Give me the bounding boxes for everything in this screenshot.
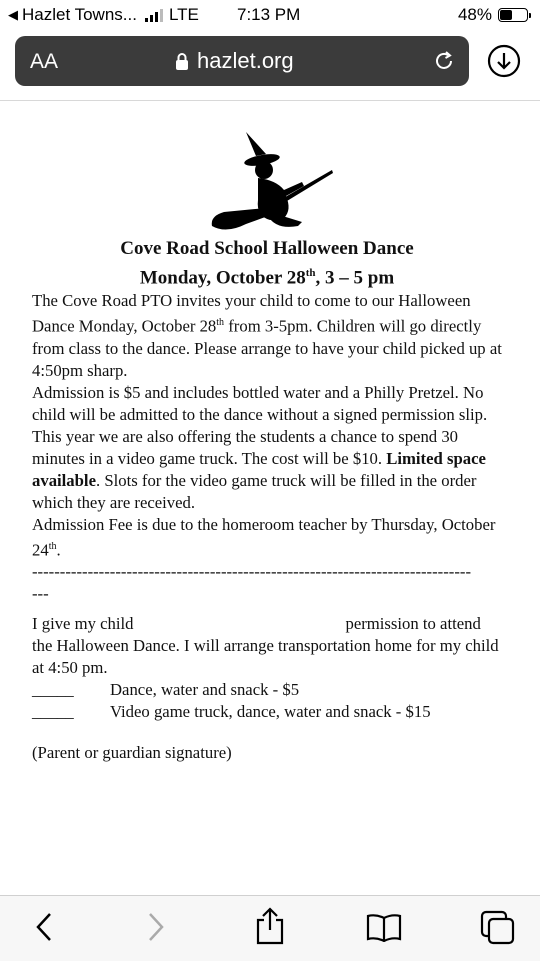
status-left [8, 5, 199, 25]
bookmarks-icon[interactable] [366, 912, 402, 942]
status-time: 7:13 PM [237, 5, 301, 24]
truck-limited-bold: Limited space available [32, 448, 486, 490]
cut-line: ------------------------------------------------------------------------------- [32, 562, 472, 582]
share-icon[interactable] [254, 906, 286, 946]
carrier-label: Hazlet Towns... [22, 5, 137, 24]
fee-text-a: Admission Fee is due to the homeroom teacher by Thursday, October 24 [32, 514, 496, 560]
paragraph-invite [32, 290, 512, 382]
paragraph-admission: Admission is $5 and includes bottled water and a Philly Pretzel. No child will be admitted to the dance without a signed permission slip. [32, 382, 488, 424]
bottom-toolbar [0, 895, 540, 961]
tabs-icon[interactable] [480, 910, 516, 946]
reader-text-size-button[interactable]: AA [30, 50, 59, 73]
permission-text-b: permission to attend [345, 614, 481, 634]
back-to-app-icon[interactable]: ◀ [8, 7, 18, 22]
paragraph-video-truck [32, 426, 512, 514]
lock-icon [175, 52, 189, 70]
title-date-sup: th [305, 267, 316, 279]
signal-strength-icon [145, 9, 163, 22]
invite-text-b: from 3-5pm. Children will go directly from class to the dance. Please arrange to have your child picked up at 4:50pm sharp. [32, 316, 502, 380]
forward-arrow-icon[interactable] [144, 910, 168, 944]
truck-text-b: . Slots for the video game truck will be filled in the order which they are received. [32, 470, 477, 512]
status-bar [0, 0, 540, 30]
address-bar[interactable] [15, 36, 469, 86]
battery-percent: 48% [457, 5, 492, 24]
title-line-2 [22, 261, 512, 290]
battery-icon [498, 8, 528, 22]
invite-sup: th [216, 317, 225, 329]
title-time: , 3 – 5 pm [315, 267, 395, 289]
fee-sup: th [48, 540, 57, 552]
signature-line: (Parent or guardian signature) [32, 743, 232, 763]
option-1-label: Dance, water and snack - $5 [110, 680, 300, 700]
paragraph-fee-due [32, 514, 512, 562]
invite-text-a: The Cove Road PTO invites your child to come to our Halloween Dance Monday, October 28 [32, 291, 471, 336]
url-display[interactable] [175, 48, 294, 74]
fee-text-b: . [56, 540, 61, 560]
option-row-1 [32, 679, 512, 701]
option-row-2 [32, 701, 512, 723]
option-2-label: Video game truck, dance, water and snack - $15 [110, 702, 431, 722]
title-date: Monday, October 28 [139, 267, 306, 289]
option-blank-1: _____ [32, 680, 74, 700]
status-right [458, 5, 528, 25]
title-line-1: Cove Road School Halloween Dance [120, 238, 414, 259]
option-blank-2: _____ [32, 702, 74, 722]
back-arrow-icon[interactable] [32, 910, 56, 944]
permission-rest: the Halloween Dance. I will arrange transportation home for my child at 4:50 pm. [32, 636, 499, 678]
permission-text-a: I give my child [32, 614, 134, 634]
cut-line-tail: --- [32, 584, 49, 604]
download-icon[interactable] [487, 44, 521, 78]
permission-line [32, 613, 512, 635]
truck-text-a: This year we are also offering the students a chance to spend 30 minutes in a video game truck. The cost will be $10. [32, 426, 459, 468]
flyer-document [32, 236, 512, 764]
network-label: LTE [168, 5, 199, 24]
reload-icon[interactable] [431, 48, 457, 74]
witch-silhouette-image [206, 130, 334, 236]
url-text: hazlet.org [197, 48, 294, 73]
flyer-title [22, 236, 512, 290]
